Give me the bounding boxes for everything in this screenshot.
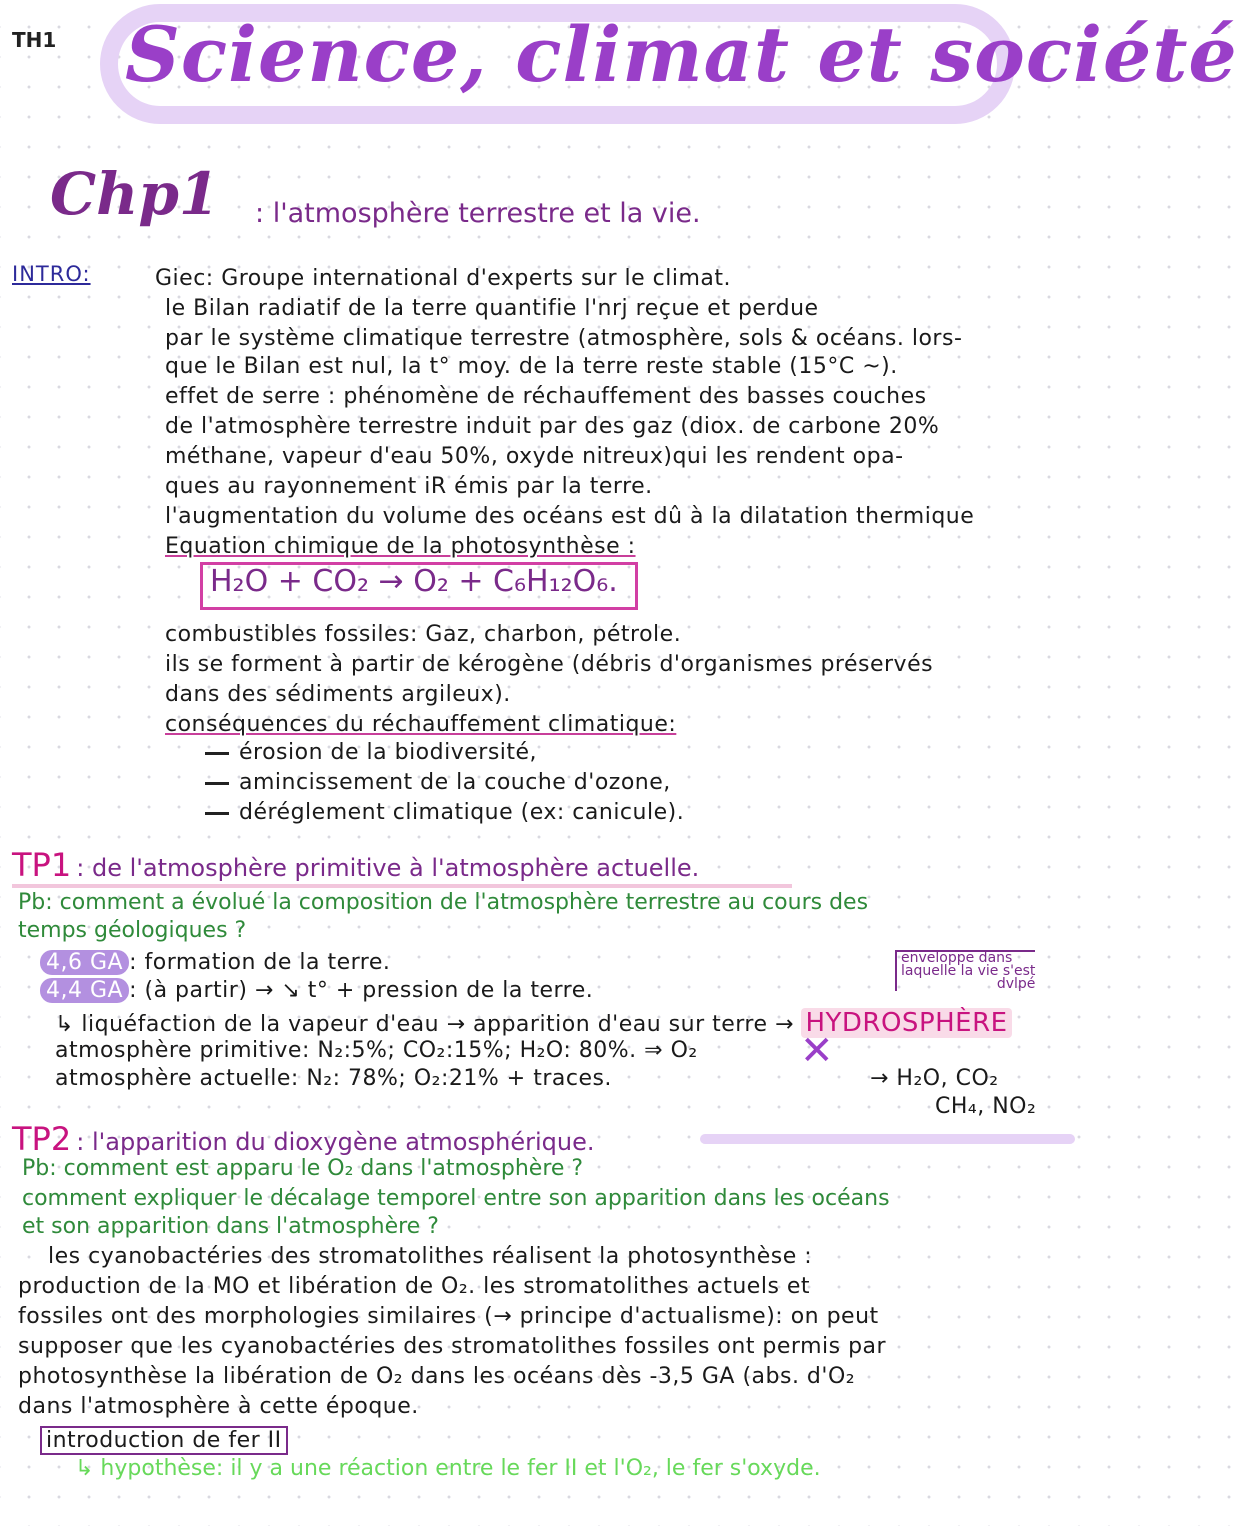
bullet-text: amincissement de la couche d'ozone, — [239, 770, 671, 795]
bullet-dash — [205, 782, 229, 785]
intro-line: l'augmentation du volume des océans est dû à la dilatation thermique — [165, 504, 975, 529]
intro-line: que le Bilan est nul, la t° moy. de la terre reste stable (15°C ~). — [165, 354, 898, 379]
theme-tag: TH1 — [12, 28, 57, 52]
traces-list: CH₄, NO₂ — [935, 1094, 1037, 1119]
intro-line: par le système climatique terrestre (atmosphère, sols & océans. lors- — [165, 326, 963, 351]
hydrosphere-note — [895, 950, 1035, 991]
chapter-subtitle — [255, 198, 701, 229]
photosynthesis-heading: Equation chimique de la photosynthèse : — [165, 534, 636, 559]
fer-intro: introduction de fer II — [40, 1426, 288, 1455]
tp2-body-line: dans l'atmosphère à cette époque. — [18, 1394, 419, 1419]
tp1-subtitle: : de l'atmosphère primitive à l'atmosphère actuelle. — [76, 854, 700, 882]
intro-line: dans des sédiments argileux). — [165, 682, 511, 707]
tp2-rule — [700, 1134, 1075, 1144]
bullet-text: déréglement climatique (ex: canicule). — [239, 800, 685, 825]
consequences-heading: conséquences du réchauffement climatique: — [165, 712, 677, 737]
bullet-item — [205, 770, 671, 795]
timeline-item — [40, 950, 390, 975]
tp2-problem: et son apparition dans l'atmosphère ? — [22, 1214, 439, 1239]
photosynthesis-equation: H₂O + CO₂ → O₂ + C₆H₁₂O₆. — [210, 564, 618, 599]
tp1-problem: temps géologiques ? — [18, 918, 247, 943]
note-line: laquelle la vie s'est — [901, 963, 1036, 979]
bullet-item — [205, 740, 537, 765]
current-atmosphere: atmosphère actuelle: N₂: 78%; O₂:21% + traces. — [55, 1066, 612, 1091]
tp2-problem: Pb: comment est apparu le O₂ dans l'atmosphère ? — [22, 1156, 584, 1181]
hypothesis: ↳ hypothèse: il y a une réaction entre le fer II et l'O₂, le fer s'oxyde. — [75, 1456, 821, 1481]
page-title: Science, climat et société — [125, 10, 1238, 99]
chapter-colon: : — [255, 198, 265, 229]
tp2-body-line: les cyanobactéries des stromatolithes réalisent la photosynthèse : — [48, 1244, 813, 1269]
timeline-text: : formation de la terre. — [129, 950, 391, 975]
intro-line: de l'atmosphère terrestre induit par des gaz (diox. de carbone 20% — [165, 414, 940, 439]
liquefaction-text: ↳ liquéfaction de la vapeur d'eau → apparition d'eau sur terre → — [55, 1012, 794, 1037]
tp2-subtitle: : l'apparition du dioxygène atmosphérique. — [76, 1128, 595, 1156]
intro-line: méthane, vapeur d'eau 50%, oxyde nitreux)qui les rendent opa- — [165, 444, 904, 469]
bullet-dash — [205, 812, 229, 815]
primitive-atmosphere: atmosphère primitive: N₂:5%; CO₂:15%; H₂O: 80%. ⇒ O₂ — [55, 1038, 698, 1063]
intro-line: ques au rayonnement iR émis par la terre. — [165, 474, 653, 499]
intro-line: combustibles fossiles: Gaz, charbon, pétrole. — [165, 622, 682, 647]
cross-icon: ✕ — [800, 1028, 834, 1074]
chapter-subtitle-text: l'atmosphère terrestre et la vie. — [272, 198, 701, 229]
tp2-body-line: supposer que les cyanobactéries des stromatolithes fossiles ont permis par — [18, 1334, 887, 1359]
bullet-item — [205, 800, 684, 825]
tp2-body-line: fossiles ont des morphologies similaires (→ principe d'actualisme): on peut — [18, 1304, 879, 1329]
tp2-body-line: production de la MO et libération de O₂. les stromatolithes actuels et — [18, 1274, 811, 1299]
tp2-title: TP2 — [12, 1120, 72, 1158]
chapter-label: Chp1 — [50, 160, 220, 228]
tp1-title: TP1 — [12, 846, 72, 884]
ga-badge: 4,4 GA — [40, 978, 129, 1003]
intro-line: Giec: Groupe international d'experts sur le climat. — [155, 266, 731, 291]
bullet-text: érosion de la biodiversité, — [239, 740, 538, 765]
hydrosphere-badge: HYDROSPHÈRE — [801, 1008, 1011, 1038]
intro-label: INTRO: — [12, 262, 91, 286]
tp2-body-line: photosynthèse la libération de O₂ dans les océans dès -3,5 GA (abs. d'O₂ — [18, 1364, 856, 1389]
intro-line: le Bilan radiatif de la terre quantifie l'nrj reçue et perdue — [165, 296, 819, 321]
tp1-problem: Pb: comment a évolué la composition de l'atmosphère terrestre au cours des — [18, 890, 869, 915]
tp2-heading — [12, 1120, 595, 1158]
tp1-heading — [12, 846, 699, 884]
tp2-problem: comment expliquer le décalage temporel entre son apparition dans les océans — [22, 1186, 890, 1211]
intro-line: effet de serre : phénomène de réchauffement des basses couches — [165, 384, 927, 409]
bullet-dash — [205, 752, 229, 755]
traces-list: → H₂O, CO₂ — [870, 1066, 999, 1091]
ga-badge: 4,6 GA — [40, 950, 129, 975]
note-line: enveloppe dans — [901, 950, 1013, 966]
intro-line: ils se forment à partir de kérogène (débris d'organismes préservés — [165, 652, 934, 677]
liquefaction-line — [55, 1008, 1012, 1038]
timeline-text: : (à partir) → ↘ t° + pression de la terre. — [129, 978, 594, 1003]
note-line: dvlpé — [996, 976, 1036, 992]
timeline-item — [40, 978, 593, 1003]
tp1-rule — [12, 884, 792, 888]
